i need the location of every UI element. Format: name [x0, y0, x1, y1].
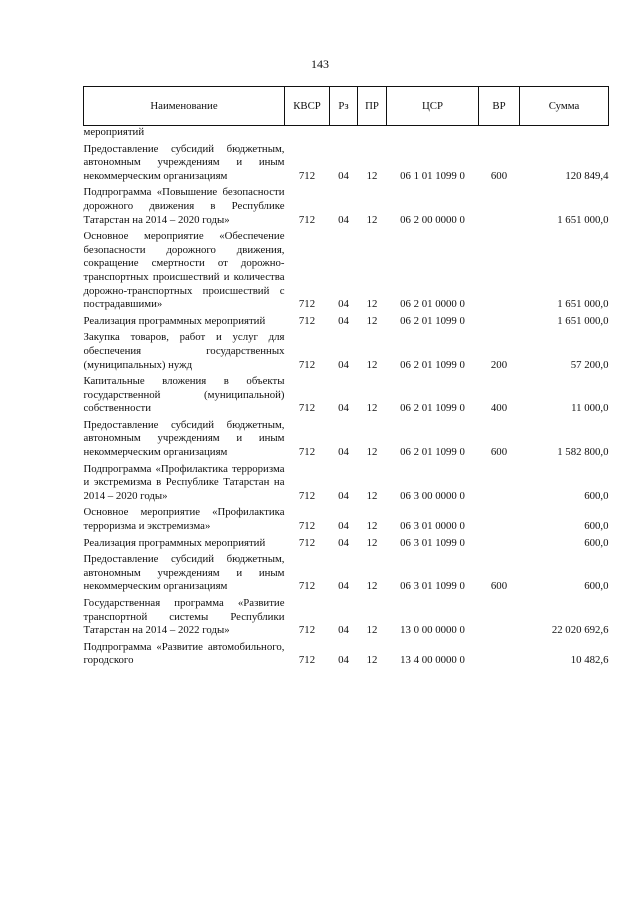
row-csr [387, 126, 479, 140]
row-vr [479, 534, 520, 551]
row-csr: 06 2 01 0000 0 [400, 298, 465, 311]
table-row [84, 638, 609, 668]
row-kvsr: 712 [298, 489, 316, 502]
row-kvsr [285, 126, 330, 140]
row-rz: 04 [338, 580, 349, 593]
row-sum: 11 000,0 [571, 402, 609, 415]
row-vr [479, 638, 520, 668]
row-name: Предоставление субсидий бюджетным, автономным учреждениям и иным некоммерческим организациям [83, 142, 285, 182]
row-kvsr: 712 [298, 624, 316, 637]
row-vr [479, 126, 520, 140]
row-rz: 04 [338, 446, 349, 459]
row-sum: 600,0 [584, 489, 609, 502]
row-kvsr: 712 [298, 298, 316, 311]
budget-table [83, 86, 609, 668]
row-name: Капитальные вложения в объекты государственной (муниципальной) собственности [83, 375, 285, 415]
row-name: Закупка товаров, работ и услуг для обеспечения государственных (муниципальных) нужд [83, 331, 285, 371]
table-row [84, 503, 609, 533]
row-vr [479, 460, 520, 504]
row-name: Предоставление субсидий бюджетным, автономным учреждениям и иным некоммерческим организациям [83, 553, 285, 593]
row-kvsr: 712 [298, 580, 316, 593]
row-sum [520, 126, 609, 140]
row-name: Государственная программа «Развитие транспортной системы Республики Татарстан на 2014 – 2022 годы» [83, 597, 285, 637]
table-row [84, 126, 609, 140]
table-row [84, 227, 609, 312]
row-pr: 12 [366, 654, 378, 667]
row-sum: 600,0 [584, 536, 609, 549]
row-csr: 13 4 00 0000 0 [400, 654, 465, 667]
row-kvsr: 712 [298, 446, 316, 459]
row-kvsr: 712 [298, 536, 316, 549]
page-number: 143 [311, 57, 329, 71]
row-pr: 12 [366, 358, 378, 371]
row-kvsr: 712 [298, 520, 316, 533]
row-name: Подпрограмма «Профилактика терроризма и экстремизма в Республике Татарстан на 2014 – 2020 годы» [83, 462, 285, 502]
row-csr: 13 0 00 0000 0 [400, 624, 465, 637]
header-csr: ЦСР [387, 87, 479, 126]
row-csr: 06 2 01 1099 0 [400, 358, 465, 371]
table-row [84, 594, 609, 638]
row-pr: 12 [366, 314, 378, 327]
row-sum: 600,0 [584, 580, 609, 593]
row-name: Подпрограмма «Повышение безопасности дорожного движения в Республике Татарстан на 2014 – 2020 годы» [83, 186, 285, 226]
row-rz: 04 [338, 536, 349, 549]
table-header-row [84, 87, 609, 126]
row-vr: 400 [490, 402, 508, 415]
row-rz: 04 [338, 624, 349, 637]
row-vr: 600 [490, 580, 508, 593]
header-kvsr: КВСР [285, 87, 330, 126]
row-vr [479, 227, 520, 312]
row-kvsr: 712 [298, 402, 316, 415]
row-kvsr: 712 [298, 314, 316, 327]
row-csr: 06 3 01 0000 0 [400, 520, 465, 533]
header-rz: Рз [330, 87, 358, 126]
row-sum: 57 200,0 [570, 358, 609, 371]
row-vr [479, 503, 520, 533]
header-sum: Сумма [520, 87, 609, 126]
table-row [84, 372, 609, 416]
row-name: Подпрограмма «Развитие автомобильного, городского [83, 640, 285, 667]
row-csr: 06 3 01 1099 0 [400, 536, 465, 549]
row-rz: 04 [338, 402, 349, 415]
table-row [84, 183, 609, 227]
row-pr: 12 [366, 624, 378, 637]
row-vr [479, 594, 520, 638]
row-name: Реализация программных мероприятий [83, 314, 266, 327]
row-rz: 04 [338, 520, 349, 533]
row-kvsr: 712 [298, 213, 316, 226]
row-pr: 12 [366, 298, 378, 311]
row-vr [479, 312, 520, 329]
row-pr: 12 [366, 169, 378, 182]
row-vr [479, 183, 520, 227]
row-name: Основное мероприятие «Обеспечение безопасности дорожного движения, сокращение смертности от дорожно-транспортных происшествий и количества дорожно-транспортных происшествий с пострадавшими» [83, 230, 285, 311]
table-body [84, 126, 609, 668]
row-sum: 10 482,6 [570, 654, 609, 667]
row-rz: 04 [338, 298, 349, 311]
row-csr: 06 3 00 0000 0 [400, 489, 465, 502]
table-row [84, 416, 609, 460]
row-vr: 600 [490, 169, 508, 182]
row-kvsr: 712 [298, 654, 316, 667]
row-rz: 04 [338, 169, 349, 182]
row-rz: 04 [338, 358, 349, 371]
row-kvsr: 712 [298, 169, 316, 182]
row-rz: 04 [338, 213, 349, 226]
table-row [84, 328, 609, 372]
row-name: Реализация программных мероприятий [83, 536, 266, 549]
row-name: мероприятий [83, 126, 145, 138]
row-sum: 1 651 000,0 [557, 314, 609, 327]
table-row [84, 140, 609, 184]
row-csr: 06 2 00 0000 0 [400, 213, 465, 226]
row-csr: 06 3 01 1099 0 [400, 580, 465, 593]
row-csr: 06 2 01 1099 0 [400, 446, 465, 459]
row-vr: 600 [490, 446, 508, 459]
row-rz [330, 126, 358, 140]
row-pr: 12 [366, 446, 378, 459]
row-pr: 12 [366, 213, 378, 226]
row-sum: 22 020 692,6 [551, 624, 609, 637]
row-pr: 12 [366, 520, 378, 533]
row-name: Предоставление субсидий бюджетным, автономным учреждениям и иным некоммерческим организациям [83, 418, 285, 459]
row-rz: 04 [338, 654, 349, 667]
row-pr: 12 [366, 580, 378, 593]
row-csr: 06 2 01 1099 0 [400, 402, 465, 415]
row-pr: 12 [366, 489, 378, 502]
row-sum: 1 651 000,0 [557, 298, 609, 311]
row-sum: 600,0 [584, 520, 609, 533]
row-csr: 06 2 01 1099 0 [400, 314, 465, 327]
table-row [84, 550, 609, 594]
row-pr: 12 [366, 536, 378, 549]
row-csr: 06 1 01 1099 0 [400, 169, 465, 182]
row-sum: 1 651 000,0 [557, 213, 609, 226]
row-rz: 04 [338, 489, 349, 502]
table-row [84, 534, 609, 551]
row-rz: 04 [338, 314, 349, 327]
row-sum: 120 849,4 [565, 169, 609, 182]
table-row [84, 312, 609, 329]
header-pr: ПР [358, 87, 387, 126]
row-sum: 1 582 800,0 [557, 446, 609, 459]
row-pr [358, 126, 387, 140]
row-kvsr: 712 [298, 358, 316, 371]
row-pr: 12 [366, 402, 378, 415]
header-name: Наименование [84, 87, 285, 126]
header-vr: ВР [479, 87, 520, 126]
row-vr: 200 [490, 358, 508, 371]
row-name: Основное мероприятие «Профилактика терроризма и экстремизма» [83, 506, 285, 533]
table-row [84, 460, 609, 504]
